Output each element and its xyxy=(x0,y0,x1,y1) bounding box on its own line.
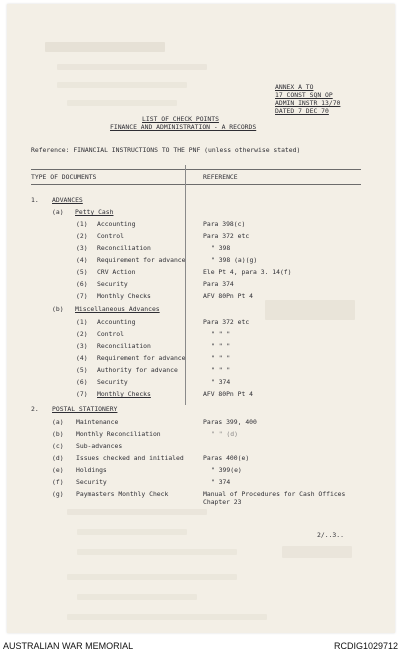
item-reference: AFV 80Pn Pt 4 xyxy=(203,390,254,398)
item-number: (2) xyxy=(76,330,88,338)
bleed-through-mark xyxy=(67,509,207,515)
item-number: (6) xyxy=(76,378,88,386)
item-reference: Para 372 etc xyxy=(203,318,250,326)
item-letter: (a) xyxy=(52,418,64,426)
item-text: Security xyxy=(97,280,128,288)
item-text: Reconciliation xyxy=(97,342,151,350)
item-reference: " 374 xyxy=(211,378,231,386)
bleed-through-mark xyxy=(77,594,197,600)
page-marker: 2/..3.. xyxy=(317,531,344,539)
bleed-through-mark xyxy=(67,614,267,620)
bleed-through-mark xyxy=(77,529,187,535)
item-reference: Manual of Procedures for Cash Offices xyxy=(203,490,346,498)
item-letter: (f) xyxy=(52,478,64,486)
item-number: (2) xyxy=(76,232,88,240)
bleed-through-mark xyxy=(282,546,352,558)
item-text: Accounting xyxy=(97,318,136,326)
item-reference: AFV 80Pn Pt 4 xyxy=(203,292,254,300)
item-number: (1) xyxy=(76,220,88,228)
table-header-rule xyxy=(31,184,361,185)
annex-line-3: ADMIN INSTR 13/70 xyxy=(275,99,341,107)
item-letter: (c) xyxy=(52,442,64,450)
bleed-through-mark xyxy=(67,574,237,580)
archive-footer xyxy=(0,636,402,654)
item-letter: (d) xyxy=(52,454,64,462)
item-text: Monthly Checks xyxy=(97,390,151,398)
annex-line-2: 17 CONST SQN OP xyxy=(275,91,333,99)
item-text: CRV Action xyxy=(97,268,136,276)
bleed-through-mark xyxy=(67,100,177,106)
item-reference: " 399(e) xyxy=(211,466,242,474)
item-reference-continued: Chapter 23 xyxy=(203,498,242,506)
group-title: Miscellaneous Advances xyxy=(75,305,160,313)
item-reference: " 398 xyxy=(211,244,231,252)
item-letter: (b) xyxy=(52,430,64,438)
item-text: Security xyxy=(76,478,107,486)
item-text: Requirement for advance xyxy=(97,354,186,362)
item-letter: (g) xyxy=(52,490,64,498)
item-reference: " 374 xyxy=(211,478,231,486)
item-reference: Paras 400(e) xyxy=(203,454,250,462)
title-line-2: FINANCE AND ADMINISTRATION - A RECORDS xyxy=(110,123,257,131)
item-text: Control xyxy=(97,330,124,338)
item-text: Accounting xyxy=(97,220,136,228)
item-text: Monthly Checks xyxy=(97,292,151,300)
table-top-rule xyxy=(31,169,361,170)
item-text: Control xyxy=(97,232,124,240)
item-number: (4) xyxy=(76,256,88,264)
bleed-through-mark xyxy=(45,42,165,52)
header-reference: REFERENCE xyxy=(203,173,238,181)
item-text: Security xyxy=(97,378,128,386)
column-divider xyxy=(185,165,186,405)
bleed-through-mark xyxy=(57,82,187,88)
footer-source: AUSTRALIAN WAR MEMORIAL xyxy=(3,641,134,651)
item-number: (3) xyxy=(76,342,88,350)
item-text: Sub-advances xyxy=(76,442,123,450)
item-reference: " " " xyxy=(211,342,231,350)
item-reference: " " " xyxy=(211,354,231,362)
section-title: ADVANCES xyxy=(52,196,83,204)
item-text: Reconciliation xyxy=(97,244,151,252)
item-reference: Paras 399, 400 xyxy=(203,418,257,426)
item-reference: Para 374 xyxy=(203,280,234,288)
item-number: (5) xyxy=(76,366,88,374)
item-text: Issues checked and initialed xyxy=(76,454,184,462)
bleed-through-mark xyxy=(265,300,355,320)
header-documents: TYPE OF DOCUMENTS xyxy=(31,173,97,181)
annex-line-1: ANNEX A TO xyxy=(275,83,314,91)
item-reference: Para 398(c) xyxy=(203,220,246,228)
item-text: Paymasters Monthly Check xyxy=(76,490,169,498)
bleed-through-mark xyxy=(77,549,237,555)
group-letter: (b) xyxy=(52,305,64,313)
item-number: (1) xyxy=(76,318,88,326)
item-letter: (e) xyxy=(52,466,64,474)
item-number: (7) xyxy=(76,390,88,398)
item-text: Requirement for advance xyxy=(97,256,186,264)
reference-note: Reference: FINANCIAL INSTRUCTIONS TO THE PNF (unless otherwise stated) xyxy=(31,146,301,154)
item-reference: " " (d) xyxy=(211,430,238,438)
section-number: 2. xyxy=(31,405,39,413)
group-title: Petty Cash xyxy=(75,208,114,216)
item-text: Authority for advance xyxy=(97,366,178,374)
title-line-1: LIST OF CHECK POINTS xyxy=(142,115,219,123)
group-letter: (a) xyxy=(52,208,64,216)
item-reference: " " " xyxy=(211,330,231,338)
item-reference: " 398 (a)(g) xyxy=(211,256,258,264)
item-text: Monthly Reconciliation xyxy=(76,430,161,438)
item-text: Maintenance xyxy=(76,418,119,426)
item-number: (6) xyxy=(76,280,88,288)
item-number: (3) xyxy=(76,244,88,252)
bleed-through-mark xyxy=(57,64,207,70)
item-text: Holdings xyxy=(76,466,107,474)
item-number: (7) xyxy=(76,292,88,300)
item-number: (4) xyxy=(76,354,88,362)
item-reference: Ele Pt 4, para 3. 14(f) xyxy=(203,268,292,276)
item-reference: " " " xyxy=(211,366,231,374)
section-title: POSTAL STATIONERY xyxy=(52,405,118,413)
item-reference: Para 372 etc xyxy=(203,232,250,240)
annex-line-4: DATED 7 DEC 70 xyxy=(275,107,329,115)
footer-record-id: RCDIG1029712 xyxy=(333,641,398,651)
section-number: 1. xyxy=(31,196,39,204)
item-number: (5) xyxy=(76,268,88,276)
